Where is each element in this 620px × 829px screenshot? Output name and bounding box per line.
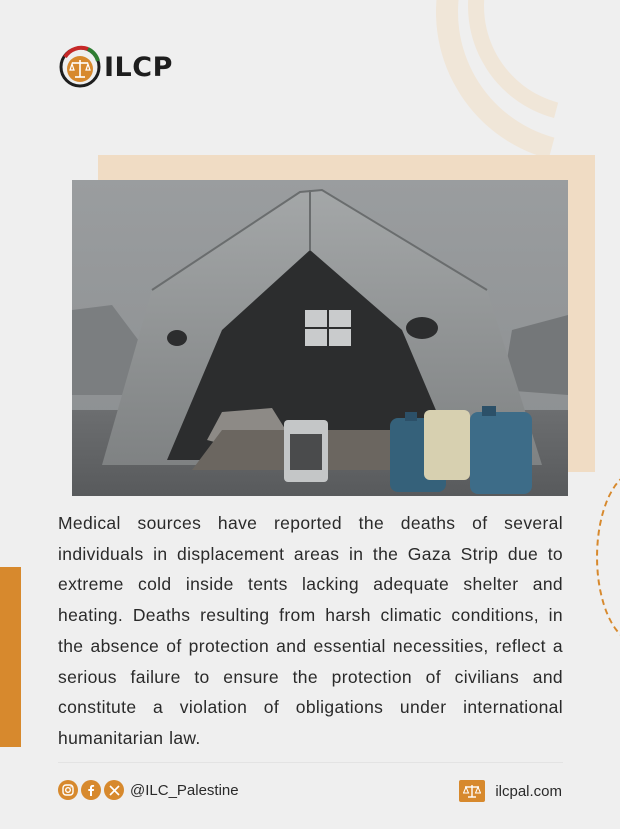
decorative-bar	[0, 567, 21, 747]
scales-of-justice-icon	[459, 780, 485, 802]
instagram-icon[interactable]	[58, 780, 78, 800]
facebook-icon[interactable]	[81, 780, 101, 800]
x-icon[interactable]	[104, 780, 124, 800]
tent-photo	[72, 180, 568, 496]
logo	[58, 45, 173, 89]
logo-text: ILCP	[104, 51, 173, 83]
article-body: Medical sources have reported the deaths of several individuals in displacement areas in the Gaza Strip due to extreme cold inside tents lacking adequate shelter and heating. Deaths resulting from harsh climatic conditions, in the absence of protection and essential necessities, reflect a serious failure to ensure the protection of civilians and constitute a violation of obligations under international humanitarian law.	[58, 513, 563, 748]
divider	[58, 762, 563, 763]
social-links	[58, 780, 239, 800]
scales-of-justice-icon	[58, 45, 102, 89]
website-url[interactable]: ilcpal.com	[495, 782, 562, 800]
social-handle[interactable]: @ILC_Palestine	[130, 781, 239, 799]
website-link[interactable]	[459, 780, 562, 802]
decorative-dashed-arc	[596, 470, 620, 644]
